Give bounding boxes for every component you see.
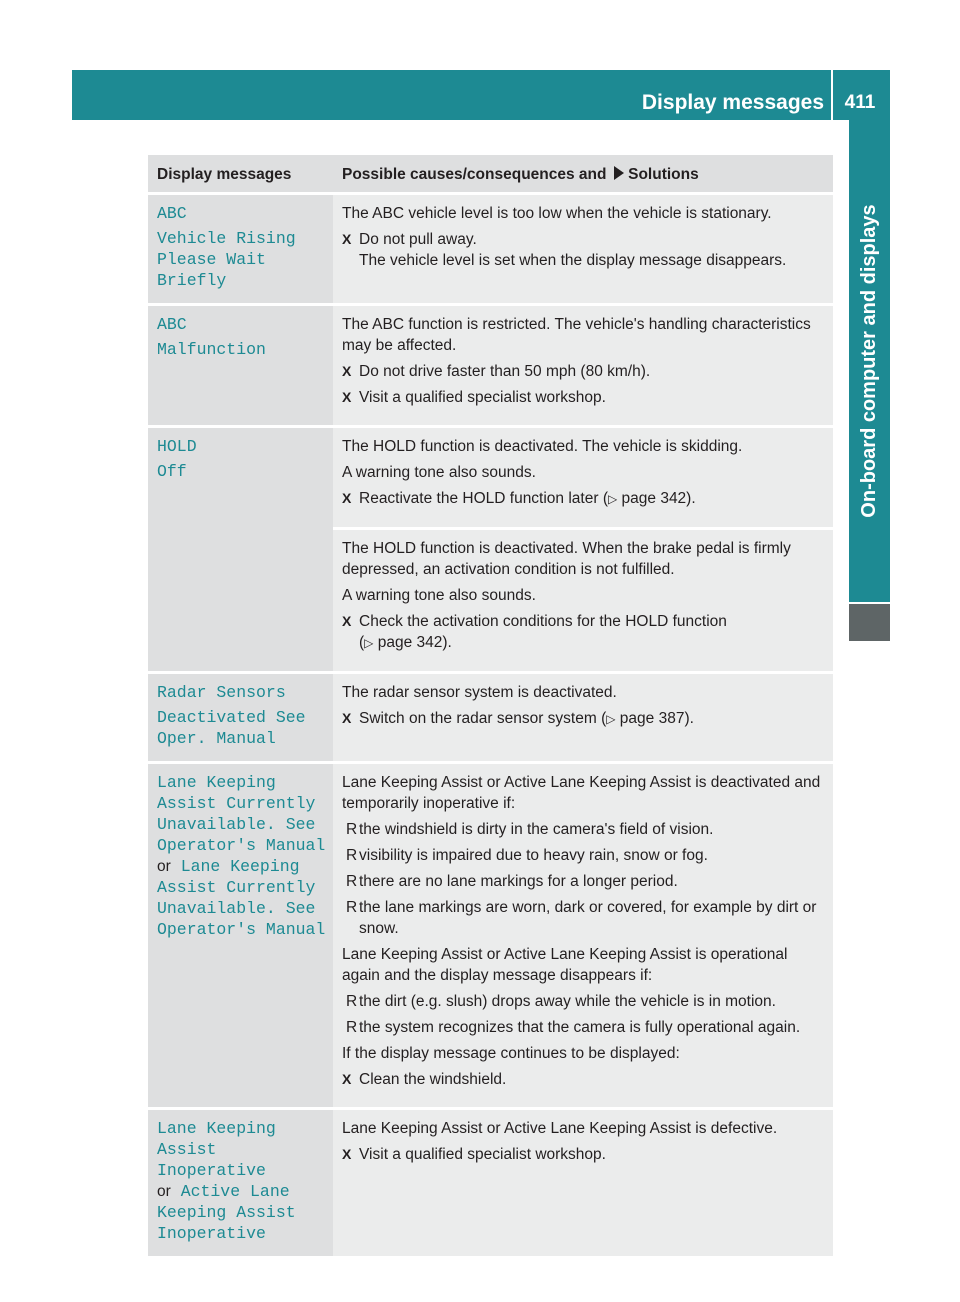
cause-text: A warning tone also sounds.: [342, 464, 536, 481]
action-step: [342, 1144, 829, 1165]
message-line: Deactivated See: [157, 708, 306, 727]
header-divider: [831, 70, 833, 120]
message-line: Lane Keeping: [157, 773, 276, 792]
step-x-icon: X: [342, 363, 352, 379]
solution-cell: [333, 671, 833, 761]
bullet-text: the lane markings are worn, dark or covered, for example by dirt or snow.: [359, 899, 817, 937]
page-ref-link[interactable]: page 387).: [619, 710, 694, 727]
cause-text: Lane Keeping Assist or Active Lane Keeping Assist is defective.: [342, 1120, 778, 1137]
bullet-text: the windshield is dirty in the camera's field of vision.: [359, 821, 714, 838]
bullet-item: [342, 1017, 829, 1038]
solutions-arrow-icon: [614, 166, 624, 180]
display-message: [157, 436, 327, 482]
action-step: [342, 229, 829, 271]
action-step: [342, 708, 829, 730]
step-result: The vehicle level is set when the display message disappears.: [359, 252, 787, 269]
step-text: Clean the windshield.: [359, 1071, 507, 1088]
step-text: Visit a qualified specialist workshop.: [359, 389, 606, 406]
bullet-text: the dirt (e.g. slush) drops away while the vehicle is in motion.: [359, 993, 776, 1010]
header-bar: [72, 70, 890, 120]
message-line: Unavailable. See: [157, 815, 316, 834]
message-line: Assist Inoperative: [157, 1140, 266, 1180]
side-grey-block: [849, 604, 890, 641]
section-title: Display messages: [641, 91, 824, 114]
table-row: [148, 1107, 833, 1256]
step-x-icon: X: [342, 389, 352, 405]
display-message: [157, 203, 327, 291]
bullet-item: [342, 871, 829, 892]
bullet-icon: R: [346, 1019, 358, 1036]
table-row: [148, 761, 833, 1107]
bullet-icon: R: [346, 899, 358, 916]
action-step: [342, 387, 829, 408]
step-x-icon: X: [342, 710, 352, 726]
step-x-icon: X: [342, 231, 352, 247]
column-header-solutions-label: Solutions: [628, 166, 699, 183]
action-step: [342, 361, 829, 382]
message-line: Radar Sensors: [157, 683, 286, 702]
solution-cell: [333, 1107, 833, 1256]
message-line: [157, 1181, 327, 1202]
bullet-icon: R: [346, 873, 358, 890]
bullet-text: there are no lane markings for a longer period.: [359, 873, 678, 890]
cause-text: The ABC function is restricted. The vehicle's handling characteristics may be affected.: [342, 316, 811, 354]
bullet-item: [342, 897, 829, 939]
or-connector: or: [157, 1183, 171, 1200]
cause-text: The HOLD function is deactivated. When the brake pedal is firmly depressed, an activation condition is not fulfilled.: [342, 540, 791, 578]
message-line: ABC: [157, 315, 187, 334]
solution-cell: [333, 761, 833, 1107]
page-ref-link[interactable]: page 342).: [621, 490, 696, 507]
bullet-item: [342, 845, 829, 866]
message-line: Off: [157, 462, 187, 481]
solution-cell: [333, 192, 833, 303]
solution-cell: [333, 527, 833, 671]
display-messages-table: [148, 155, 833, 1256]
message-line: Please Wait Briefly: [157, 250, 266, 290]
message-line: Operator's Manual: [157, 836, 326, 855]
message-line: Operator's Manual: [157, 920, 326, 939]
solution-cell: [333, 425, 833, 527]
message-line: Vehicle Rising: [157, 229, 296, 248]
step-text: Visit a qualified specialist workshop.: [359, 1146, 606, 1163]
action-step: [342, 488, 829, 510]
message-line: Lane Keeping: [157, 1119, 276, 1138]
cause-text: Lane Keeping Assist or Active Lane Keeping Assist is deactivated and temporarily inoperative if:: [342, 774, 821, 812]
page-ref-icon: ▷: [606, 712, 616, 726]
message-cell: [148, 671, 333, 761]
message-line: Oper. Manual: [157, 729, 276, 748]
column-header-messages: Display messages: [148, 155, 333, 192]
cause-text: Lane Keeping Assist or Active Lane Keeping Assist is operational again and the display message disappears if:: [342, 946, 788, 984]
message-line: Unavailable. See: [157, 899, 316, 918]
display-message: [157, 314, 327, 360]
column-header-solutions: [333, 155, 833, 192]
action-step: [342, 611, 829, 654]
message-line: Keeping Assist: [157, 1203, 296, 1222]
message-line: ABC: [157, 204, 187, 223]
table-row: [148, 425, 833, 527]
message-line: HOLD: [157, 437, 197, 456]
table-header-row: [148, 155, 833, 192]
message-cell: [148, 761, 333, 1107]
message-text: Active Lane: [180, 1182, 290, 1201]
table-row: [148, 192, 833, 303]
bullet-text: the system recognizes that the camera is fully operational again.: [359, 1019, 801, 1036]
message-cell: [148, 192, 333, 303]
chapter-label: On-board computer and displays: [858, 204, 880, 518]
page-number: 411: [844, 92, 876, 113]
bullet-icon: R: [346, 847, 358, 864]
step-text: Switch on the radar sensor system (: [359, 710, 607, 727]
message-line: Assist Currently: [157, 794, 316, 813]
display-message: [157, 772, 327, 940]
message-line: Assist Currently: [157, 878, 316, 897]
step-text: Check the activation conditions for the HOLD function: [359, 613, 727, 630]
cause-text: The ABC vehicle level is too low when the vehicle is stationary.: [342, 205, 772, 222]
message-cell: [148, 425, 333, 671]
step-text: Do not drive faster than 50 mph (80 km/h).: [359, 363, 651, 380]
bullet-icon: R: [346, 993, 358, 1010]
cause-text: A warning tone also sounds.: [342, 587, 536, 604]
step-x-icon: X: [342, 613, 352, 629]
cause-text: The HOLD function is deactivated. The vehicle is skidding.: [342, 438, 743, 455]
bullet-item: [342, 819, 829, 840]
display-message: [157, 682, 327, 749]
page-ref-icon: ▷: [607, 492, 618, 506]
or-connector: or: [157, 858, 171, 875]
table-row: [148, 671, 833, 761]
chapter-side-tab: [849, 120, 890, 602]
step-x-icon: X: [342, 1071, 352, 1087]
message-cell: [148, 303, 333, 425]
column-header-causes: Possible causes/consequences and: [342, 166, 607, 183]
message-line: [157, 856, 327, 877]
cause-text: If the display message continues to be displayed:: [342, 1045, 680, 1062]
bullet-icon: R: [346, 821, 358, 838]
step-x-icon: X: [342, 1146, 352, 1162]
page-ref-icon: ▷: [364, 636, 374, 650]
step-text: (: [359, 634, 365, 651]
message-cell: [148, 1107, 333, 1256]
display-message: [157, 1118, 327, 1244]
page-ref-link[interactable]: page 342).: [377, 634, 452, 651]
message-text: Lane Keeping: [180, 857, 300, 876]
table-row: [148, 303, 833, 425]
bullet-item: [342, 991, 829, 1012]
step-text: Do not pull away.: [359, 231, 477, 248]
solution-cell: [333, 303, 833, 425]
cause-text: The radar sensor system is deactivated.: [342, 684, 617, 701]
step-x-icon: X: [342, 490, 352, 506]
bullet-text: visibility is impaired due to heavy rain, snow or fog.: [359, 847, 708, 864]
step-text: Reactivate the HOLD function later (: [359, 490, 608, 507]
action-step: [342, 1069, 829, 1090]
message-line: Inoperative: [157, 1224, 266, 1243]
message-line: Malfunction: [157, 340, 266, 359]
